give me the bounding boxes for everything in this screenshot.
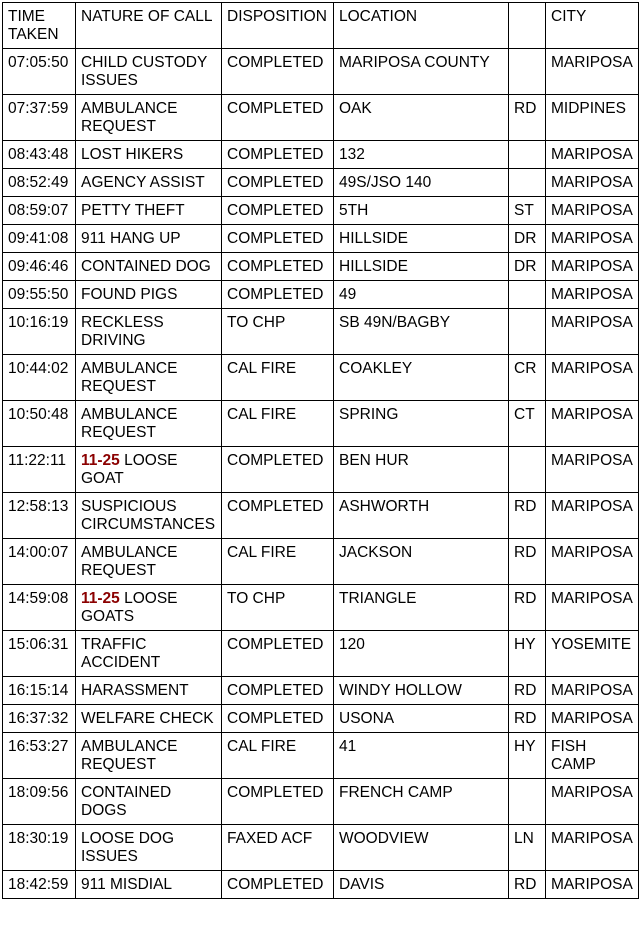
cell-nature <box>76 309 222 355</box>
nature-text: PETTY THEFT <box>81 202 185 219</box>
cell-location: OAK <box>334 95 509 141</box>
nature-text: HARASSMENT <box>81 682 189 699</box>
cell-nature <box>76 871 222 899</box>
cell-street-suffix: RD <box>509 95 546 141</box>
cell-nature <box>76 95 222 141</box>
cell-street-suffix: RD <box>509 539 546 585</box>
table-row <box>3 585 639 631</box>
nature-text: AGENCY ASSIST <box>81 174 205 191</box>
cell-disposition: CAL FIRE <box>222 355 334 401</box>
table-row <box>3 281 639 309</box>
cell-time: 08:43:48 <box>3 141 76 169</box>
table-row <box>3 493 639 539</box>
table-row <box>3 447 639 493</box>
cell-time: 09:41:08 <box>3 225 76 253</box>
nature-text: CONTAINED DOGS <box>81 784 172 819</box>
cell-location: BEN HUR <box>334 447 509 493</box>
cell-location: 49S/JSO 140 <box>334 169 509 197</box>
cell-nature <box>76 779 222 825</box>
cell-time: 08:59:07 <box>3 197 76 225</box>
cell-disposition: COMPLETED <box>222 49 334 95</box>
cell-city: MARIPOSA <box>546 253 639 281</box>
header-nature-of-call: NATURE OF CALL <box>76 3 222 49</box>
header-street-suffix <box>509 3 546 49</box>
cell-street-suffix <box>509 309 546 355</box>
cell-street-suffix: ST <box>509 197 546 225</box>
cell-disposition: CAL FIRE <box>222 401 334 447</box>
cell-time: 10:16:19 <box>3 309 76 355</box>
table-row <box>3 825 639 871</box>
nature-text: RECKLESS DRIVING <box>81 314 164 349</box>
call-log-table <box>2 2 639 899</box>
table-row <box>3 677 639 705</box>
cell-city: MARIPOSA <box>546 49 639 95</box>
nature-text: TRAFFIC ACCIDENT <box>81 636 161 671</box>
cell-time: 14:59:08 <box>3 585 76 631</box>
cell-disposition: COMPLETED <box>222 447 334 493</box>
cell-city: MARIPOSA <box>546 355 639 401</box>
cell-disposition: COMPLETED <box>222 225 334 253</box>
cell-nature <box>76 677 222 705</box>
cell-street-suffix: RD <box>509 677 546 705</box>
cell-time: 07:37:59 <box>3 95 76 141</box>
header-time-taken: TIME TAKEN <box>3 3 76 49</box>
cell-disposition: COMPLETED <box>222 169 334 197</box>
table-row <box>3 49 639 95</box>
cell-nature <box>76 825 222 871</box>
cell-disposition: COMPLETED <box>222 493 334 539</box>
table-row <box>3 253 639 281</box>
cell-city: MARIPOSA <box>546 225 639 253</box>
cell-time: 18:09:56 <box>3 779 76 825</box>
cell-location: TRIANGLE <box>334 585 509 631</box>
cell-disposition: COMPLETED <box>222 677 334 705</box>
cell-disposition: COMPLETED <box>222 871 334 899</box>
cell-disposition: TO CHP <box>222 309 334 355</box>
nature-text: LOOSE GOAT <box>81 452 178 487</box>
cell-city: MARIPOSA <box>546 677 639 705</box>
cell-city: MARIPOSA <box>546 169 639 197</box>
cell-disposition: TO CHP <box>222 585 334 631</box>
header-disposition: DISPOSITION <box>222 3 334 49</box>
cell-nature <box>76 253 222 281</box>
cell-street-suffix: CT <box>509 401 546 447</box>
cell-street-suffix <box>509 447 546 493</box>
cell-disposition: COMPLETED <box>222 779 334 825</box>
cell-location: MARIPOSA COUNTY <box>334 49 509 95</box>
cell-location: SPRING <box>334 401 509 447</box>
header-location: LOCATION <box>334 3 509 49</box>
cell-disposition: CAL FIRE <box>222 733 334 779</box>
cell-street-suffix <box>509 141 546 169</box>
cell-city: MARIPOSA <box>546 281 639 309</box>
cell-street-suffix: RD <box>509 585 546 631</box>
cell-nature <box>76 493 222 539</box>
nature-text: AMBULANCE REQUEST <box>81 406 178 441</box>
cell-street-suffix <box>509 281 546 309</box>
nature-text: LOOSE GOATS <box>81 590 178 625</box>
cell-street-suffix: RD <box>509 493 546 539</box>
cell-location: 120 <box>334 631 509 677</box>
cell-city: MARIPOSA <box>546 705 639 733</box>
cell-street-suffix: HY <box>509 733 546 779</box>
nature-text: 911 MISDIAL <box>81 876 173 893</box>
call-code: 11-25 <box>81 452 120 469</box>
cell-location: HILLSIDE <box>334 225 509 253</box>
cell-nature <box>76 49 222 95</box>
table-row <box>3 169 639 197</box>
cell-city: MARIPOSA <box>546 825 639 871</box>
cell-city: MARIPOSA <box>546 585 639 631</box>
cell-location: USONA <box>334 705 509 733</box>
table-row <box>3 141 639 169</box>
nature-text: LOOSE DOG ISSUES <box>81 830 175 865</box>
cell-disposition: CAL FIRE <box>222 539 334 585</box>
cell-location: 132 <box>334 141 509 169</box>
cell-street-suffix: DR <box>509 253 546 281</box>
cell-time: 08:52:49 <box>3 169 76 197</box>
nature-text: FOUND PIGS <box>81 286 178 303</box>
cell-time: 16:37:32 <box>3 705 76 733</box>
cell-location: SB 49N/BAGBY <box>334 309 509 355</box>
cell-location: 49 <box>334 281 509 309</box>
cell-city: MARIPOSA <box>546 539 639 585</box>
nature-text: AMBULANCE REQUEST <box>81 360 178 395</box>
cell-disposition: COMPLETED <box>222 253 334 281</box>
cell-time: 09:46:46 <box>3 253 76 281</box>
cell-street-suffix <box>509 49 546 95</box>
cell-city: YOSEMITE <box>546 631 639 677</box>
cell-nature <box>76 197 222 225</box>
cell-time: 14:00:07 <box>3 539 76 585</box>
cell-disposition: COMPLETED <box>222 141 334 169</box>
cell-time: 10:44:02 <box>3 355 76 401</box>
cell-street-suffix: RD <box>509 871 546 899</box>
cell-time: 11:22:11 <box>3 447 76 493</box>
cell-disposition: COMPLETED <box>222 631 334 677</box>
cell-city: MARIPOSA <box>546 447 639 493</box>
cell-city: MARIPOSA <box>546 779 639 825</box>
table-row <box>3 733 639 779</box>
call-code: 11-25 <box>81 590 120 607</box>
nature-text: AMBULANCE REQUEST <box>81 738 178 773</box>
cell-location: HILLSIDE <box>334 253 509 281</box>
cell-nature <box>76 281 222 309</box>
table-row <box>3 705 639 733</box>
cell-disposition: COMPLETED <box>222 197 334 225</box>
cell-nature <box>76 447 222 493</box>
cell-nature <box>76 539 222 585</box>
cell-street-suffix: DR <box>509 225 546 253</box>
cell-city: MIDPINES <box>546 95 639 141</box>
cell-time: 12:58:13 <box>3 493 76 539</box>
cell-location: JACKSON <box>334 539 509 585</box>
cell-time: 16:15:14 <box>3 677 76 705</box>
cell-nature <box>76 225 222 253</box>
cell-location: WOODVIEW <box>334 825 509 871</box>
table-row <box>3 355 639 401</box>
nature-text: AMBULANCE REQUEST <box>81 544 178 579</box>
cell-time: 10:50:48 <box>3 401 76 447</box>
cell-location: 41 <box>334 733 509 779</box>
cell-location: ASHWORTH <box>334 493 509 539</box>
header-row <box>3 3 639 49</box>
cell-nature <box>76 141 222 169</box>
cell-city: FISH CAMP <box>546 733 639 779</box>
cell-location: 5TH <box>334 197 509 225</box>
nature-text: AMBULANCE REQUEST <box>81 100 178 135</box>
cell-street-suffix: RD <box>509 705 546 733</box>
cell-street-suffix: LN <box>509 825 546 871</box>
cell-time: 15:06:31 <box>3 631 76 677</box>
nature-text: WELFARE CHECK <box>81 710 214 727</box>
cell-location: WINDY HOLLOW <box>334 677 509 705</box>
cell-street-suffix <box>509 169 546 197</box>
cell-disposition: COMPLETED <box>222 281 334 309</box>
cell-street-suffix <box>509 779 546 825</box>
cell-disposition: COMPLETED <box>222 95 334 141</box>
cell-city: MARIPOSA <box>546 309 639 355</box>
nature-text: SUSPICIOUS CIRCUMSTANCES <box>81 498 216 533</box>
cell-time: 18:42:59 <box>3 871 76 899</box>
cell-nature <box>76 169 222 197</box>
table-row <box>3 309 639 355</box>
cell-time: 07:05:50 <box>3 49 76 95</box>
nature-text: 911 HANG UP <box>81 230 181 247</box>
cell-time: 16:53:27 <box>3 733 76 779</box>
cell-location: DAVIS <box>334 871 509 899</box>
cell-street-suffix: HY <box>509 631 546 677</box>
cell-disposition: FAXED ACF <box>222 825 334 871</box>
table-row <box>3 779 639 825</box>
table-row <box>3 401 639 447</box>
cell-city: MARIPOSA <box>546 401 639 447</box>
cell-location: FRENCH CAMP <box>334 779 509 825</box>
cell-time: 18:30:19 <box>3 825 76 871</box>
cell-nature <box>76 705 222 733</box>
table-row <box>3 631 639 677</box>
cell-street-suffix: CR <box>509 355 546 401</box>
table-row <box>3 871 639 899</box>
cell-nature <box>76 401 222 447</box>
cell-disposition: COMPLETED <box>222 705 334 733</box>
table-row <box>3 95 639 141</box>
cell-city: MARIPOSA <box>546 197 639 225</box>
cell-time: 09:55:50 <box>3 281 76 309</box>
table-row <box>3 197 639 225</box>
nature-text: CHILD CUSTODY ISSUES <box>81 54 208 89</box>
cell-city: MARIPOSA <box>546 141 639 169</box>
cell-city: MARIPOSA <box>546 493 639 539</box>
cell-nature <box>76 585 222 631</box>
cell-nature <box>76 733 222 779</box>
table-row <box>3 225 639 253</box>
table-row <box>3 539 639 585</box>
cell-nature <box>76 631 222 677</box>
nature-text: CONTAINED DOG <box>81 258 211 275</box>
header-city: CITY <box>546 3 639 49</box>
nature-text: LOST HIKERS <box>81 146 184 163</box>
cell-city: MARIPOSA <box>546 871 639 899</box>
cell-nature <box>76 355 222 401</box>
cell-location: COAKLEY <box>334 355 509 401</box>
